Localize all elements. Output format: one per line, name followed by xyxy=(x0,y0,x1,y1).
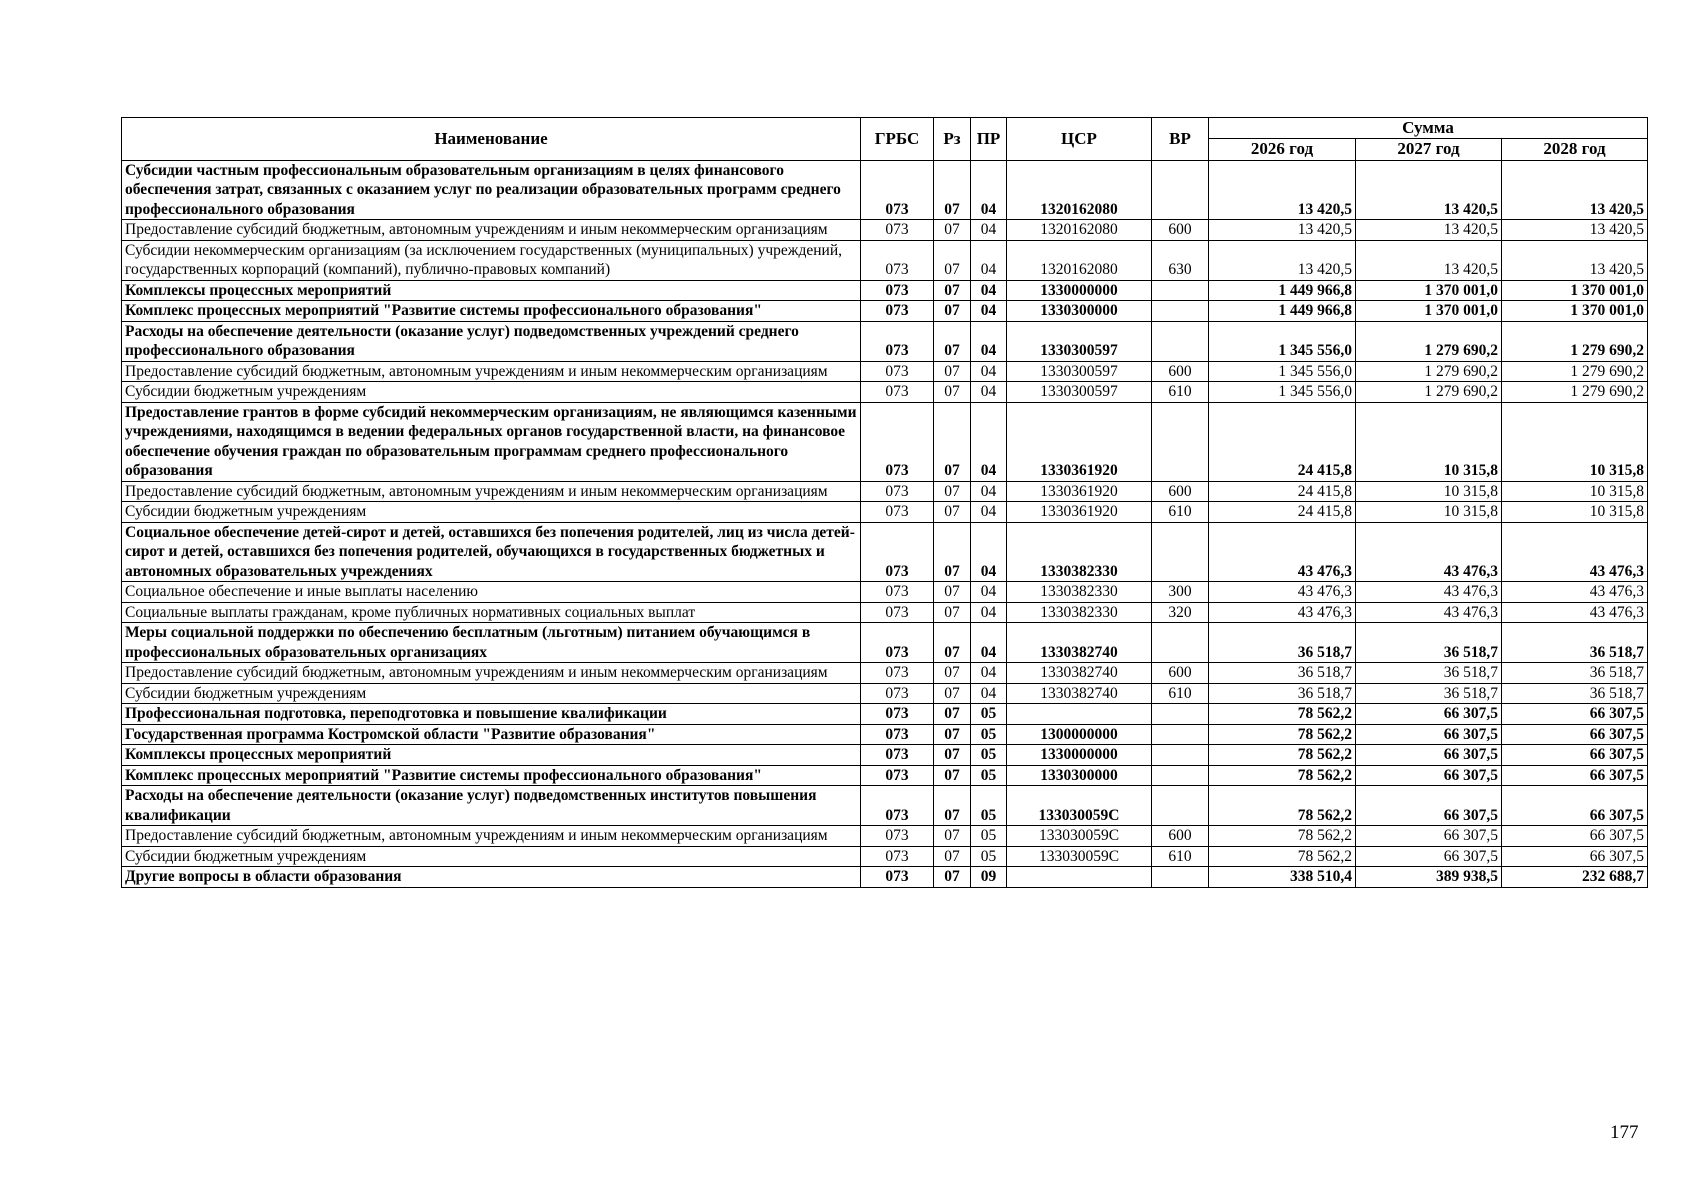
cell-grbs: 073 xyxy=(861,867,934,888)
cell-amount-2028: 232 688,7 xyxy=(1502,867,1648,888)
cell-grbs: 073 xyxy=(861,623,934,663)
cell-csr: 1320162080 xyxy=(1007,240,1152,280)
cell-name: Предоставление субсидий бюджетным, автономным учреждениям и иным некоммерческим организациям xyxy=(122,481,861,502)
cell-pr: 04 xyxy=(971,321,1007,361)
table-row xyxy=(122,663,1648,684)
cell-rz: 07 xyxy=(934,826,971,847)
table-row xyxy=(122,402,1648,481)
cell-vr xyxy=(1152,301,1209,322)
cell-amount-2027: 66 307,5 xyxy=(1356,765,1502,786)
cell-amount-2028: 10 315,8 xyxy=(1502,402,1648,481)
cell-amount-2027: 1 279 690,2 xyxy=(1356,382,1502,403)
cell-amount-2028: 36 518,7 xyxy=(1502,623,1648,663)
table-row xyxy=(122,724,1648,745)
header-sum: Сумма xyxy=(1209,118,1648,139)
header-year-2028: 2028 год xyxy=(1502,138,1648,160)
cell-amount-2028: 1 279 690,2 xyxy=(1502,321,1648,361)
cell-vr xyxy=(1152,623,1209,663)
cell-amount-2027: 13 420,5 xyxy=(1356,160,1502,220)
table-row xyxy=(122,280,1648,301)
cell-amount-2026: 78 562,2 xyxy=(1209,745,1356,766)
cell-vr xyxy=(1152,786,1209,826)
cell-name: Меры социальной поддержки по обеспечению бесплатным (льготным) питанием обучающимся в профессиональных образовательных организациях xyxy=(122,623,861,663)
cell-rz: 07 xyxy=(934,724,971,745)
cell-grbs: 073 xyxy=(861,724,934,745)
cell-vr: 300 xyxy=(1152,582,1209,603)
cell-pr: 04 xyxy=(971,481,1007,502)
cell-name: Предоставление субсидий бюджетным, автономным учреждениям и иным некоммерческим организациям xyxy=(122,826,861,847)
cell-pr: 04 xyxy=(971,382,1007,403)
cell-amount-2026: 43 476,3 xyxy=(1209,522,1356,582)
table-row xyxy=(122,623,1648,663)
cell-amount-2026: 24 415,8 xyxy=(1209,502,1356,523)
cell-amount-2028: 66 307,5 xyxy=(1502,786,1648,826)
cell-amount-2028: 43 476,3 xyxy=(1502,582,1648,603)
cell-vr xyxy=(1152,765,1209,786)
cell-vr: 320 xyxy=(1152,602,1209,623)
cell-name: Социальные выплаты гражданам, кроме публичных нормативных социальных выплат xyxy=(122,602,861,623)
cell-rz: 07 xyxy=(934,361,971,382)
cell-amount-2026: 78 562,2 xyxy=(1209,704,1356,725)
cell-amount-2028: 43 476,3 xyxy=(1502,522,1648,582)
cell-amount-2026: 36 518,7 xyxy=(1209,663,1356,684)
cell-name: Комплекс процессных мероприятий "Развитие системы профессионального образования" xyxy=(122,765,861,786)
table-body xyxy=(122,160,1648,887)
cell-amount-2026: 338 510,4 xyxy=(1209,867,1356,888)
cell-csr: 1330300000 xyxy=(1007,765,1152,786)
cell-grbs: 073 xyxy=(861,280,934,301)
cell-csr: 1330382740 xyxy=(1007,623,1152,663)
cell-amount-2028: 66 307,5 xyxy=(1502,724,1648,745)
cell-amount-2027: 36 518,7 xyxy=(1356,623,1502,663)
cell-vr xyxy=(1152,704,1209,725)
cell-amount-2026: 43 476,3 xyxy=(1209,582,1356,603)
cell-csr xyxy=(1007,867,1152,888)
cell-amount-2026: 1 345 556,0 xyxy=(1209,361,1356,382)
cell-pr: 05 xyxy=(971,765,1007,786)
header-year-2027: 2027 год xyxy=(1356,138,1502,160)
cell-amount-2028: 10 315,8 xyxy=(1502,502,1648,523)
cell-grbs: 073 xyxy=(861,502,934,523)
cell-csr: 133030059C xyxy=(1007,786,1152,826)
cell-csr: 1330000000 xyxy=(1007,280,1152,301)
cell-grbs: 073 xyxy=(861,361,934,382)
cell-csr: 1300000000 xyxy=(1007,724,1152,745)
cell-amount-2026: 78 562,2 xyxy=(1209,724,1356,745)
cell-rz: 07 xyxy=(934,745,971,766)
cell-rz: 07 xyxy=(934,402,971,481)
cell-name: Предоставление субсидий бюджетным, автономным учреждениям и иным некоммерческим организациям xyxy=(122,220,861,241)
cell-amount-2026: 24 415,8 xyxy=(1209,481,1356,502)
cell-csr: 133030059C xyxy=(1007,826,1152,847)
cell-amount-2027: 13 420,5 xyxy=(1356,240,1502,280)
cell-amount-2028: 36 518,7 xyxy=(1502,683,1648,704)
cell-grbs: 073 xyxy=(861,481,934,502)
cell-amount-2026: 1 345 556,0 xyxy=(1209,321,1356,361)
cell-amount-2027: 389 938,5 xyxy=(1356,867,1502,888)
cell-csr: 1330300597 xyxy=(1007,361,1152,382)
table-row xyxy=(122,765,1648,786)
cell-name: Расходы на обеспечение деятельности (оказание услуг) подведомственных учреждений среднего профессионального образования xyxy=(122,321,861,361)
cell-pr: 05 xyxy=(971,786,1007,826)
cell-csr: 1320162080 xyxy=(1007,220,1152,241)
cell-csr xyxy=(1007,704,1152,725)
cell-amount-2026: 1 449 966,8 xyxy=(1209,280,1356,301)
cell-rz: 07 xyxy=(934,240,971,280)
cell-name: Комплексы процессных мероприятий xyxy=(122,745,861,766)
cell-grbs: 073 xyxy=(861,765,934,786)
cell-pr: 05 xyxy=(971,704,1007,725)
cell-vr: 600 xyxy=(1152,220,1209,241)
cell-amount-2026: 36 518,7 xyxy=(1209,623,1356,663)
table-row xyxy=(122,240,1648,280)
cell-amount-2026: 13 420,5 xyxy=(1209,160,1356,220)
cell-csr: 1320162080 xyxy=(1007,160,1152,220)
cell-amount-2028: 66 307,5 xyxy=(1502,826,1648,847)
cell-grbs: 073 xyxy=(861,321,934,361)
cell-rz: 07 xyxy=(934,623,971,663)
cell-csr: 1330382330 xyxy=(1007,602,1152,623)
cell-rz: 07 xyxy=(934,846,971,867)
cell-csr: 1330361920 xyxy=(1007,481,1152,502)
cell-amount-2027: 1 279 690,2 xyxy=(1356,321,1502,361)
cell-amount-2028: 1 279 690,2 xyxy=(1502,361,1648,382)
cell-name: Расходы на обеспечение деятельности (оказание услуг) подведомственных институтов повышения квалификации xyxy=(122,786,861,826)
cell-rz: 07 xyxy=(934,220,971,241)
cell-amount-2027: 66 307,5 xyxy=(1356,704,1502,725)
cell-vr: 610 xyxy=(1152,846,1209,867)
cell-vr: 610 xyxy=(1152,502,1209,523)
cell-amount-2027: 36 518,7 xyxy=(1356,683,1502,704)
table-row xyxy=(122,502,1648,523)
cell-pr: 05 xyxy=(971,745,1007,766)
cell-name: Субсидии бюджетным учреждениям xyxy=(122,846,861,867)
cell-name: Комплекс процессных мероприятий "Развитие системы профессионального образования" xyxy=(122,301,861,322)
cell-vr xyxy=(1152,160,1209,220)
table-row xyxy=(122,522,1648,582)
header-year-2026: 2026 год xyxy=(1209,138,1356,160)
cell-rz: 07 xyxy=(934,704,971,725)
cell-grbs: 073 xyxy=(861,240,934,280)
cell-amount-2028: 36 518,7 xyxy=(1502,663,1648,684)
cell-name: Предоставление грантов в форме субсидий некоммерческим организациям, не являющимся казенными учреждениями, находящимся в ведении федеральных органов государственной власти, на финансовое обеспечение обучения граждан по образовательным программам среднего профессионального образования xyxy=(122,402,861,481)
cell-pr: 04 xyxy=(971,623,1007,663)
table-row xyxy=(122,160,1648,220)
cell-rz: 07 xyxy=(934,786,971,826)
cell-grbs: 073 xyxy=(861,663,934,684)
cell-amount-2027: 36 518,7 xyxy=(1356,663,1502,684)
table-row xyxy=(122,745,1648,766)
cell-csr: 1330382740 xyxy=(1007,683,1152,704)
cell-grbs: 073 xyxy=(861,582,934,603)
cell-name: Социальное обеспечение и иные выплаты населению xyxy=(122,582,861,603)
cell-pr: 09 xyxy=(971,867,1007,888)
cell-amount-2028: 1 370 001,0 xyxy=(1502,280,1648,301)
table-row xyxy=(122,602,1648,623)
cell-amount-2026: 13 420,5 xyxy=(1209,220,1356,241)
cell-amount-2027: 10 315,8 xyxy=(1356,402,1502,481)
cell-csr: 1330300597 xyxy=(1007,321,1152,361)
cell-csr: 1330300597 xyxy=(1007,382,1152,403)
table-row xyxy=(122,361,1648,382)
cell-rz: 07 xyxy=(934,765,971,786)
table-row xyxy=(122,582,1648,603)
cell-amount-2027: 1 370 001,0 xyxy=(1356,301,1502,322)
cell-vr xyxy=(1152,522,1209,582)
cell-grbs: 073 xyxy=(861,704,934,725)
table-row xyxy=(122,846,1648,867)
cell-amount-2027: 43 476,3 xyxy=(1356,582,1502,603)
table-row xyxy=(122,786,1648,826)
cell-amount-2027: 43 476,3 xyxy=(1356,602,1502,623)
cell-amount-2026: 36 518,7 xyxy=(1209,683,1356,704)
cell-amount-2027: 10 315,8 xyxy=(1356,502,1502,523)
cell-amount-2027: 66 307,5 xyxy=(1356,786,1502,826)
cell-rz: 07 xyxy=(934,280,971,301)
cell-amount-2026: 1 449 966,8 xyxy=(1209,301,1356,322)
cell-grbs: 073 xyxy=(861,402,934,481)
cell-csr: 1330382330 xyxy=(1007,582,1152,603)
cell-amount-2026: 78 562,2 xyxy=(1209,786,1356,826)
cell-name: Государственная программа Костромской области "Развитие образования" xyxy=(122,724,861,745)
cell-amount-2028: 13 420,5 xyxy=(1502,160,1648,220)
cell-rz: 07 xyxy=(934,683,971,704)
cell-amount-2028: 13 420,5 xyxy=(1502,220,1648,241)
cell-grbs: 073 xyxy=(861,826,934,847)
cell-csr: 1330000000 xyxy=(1007,745,1152,766)
cell-vr: 600 xyxy=(1152,663,1209,684)
cell-csr: 1330361920 xyxy=(1007,502,1152,523)
table-row xyxy=(122,704,1648,725)
cell-pr: 05 xyxy=(971,846,1007,867)
cell-amount-2027: 66 307,5 xyxy=(1356,846,1502,867)
cell-csr: 1330382330 xyxy=(1007,522,1152,582)
cell-rz: 07 xyxy=(934,160,971,220)
cell-amount-2027: 43 476,3 xyxy=(1356,522,1502,582)
cell-csr: 133030059C xyxy=(1007,846,1152,867)
cell-pr: 04 xyxy=(971,582,1007,603)
cell-grbs: 073 xyxy=(861,745,934,766)
cell-pr: 04 xyxy=(971,280,1007,301)
cell-amount-2027: 1 279 690,2 xyxy=(1356,361,1502,382)
cell-amount-2027: 10 315,8 xyxy=(1356,481,1502,502)
header-grbs: ГРБС xyxy=(861,118,934,161)
cell-pr: 04 xyxy=(971,361,1007,382)
cell-name: Профессиональная подготовка, переподготовка и повышение квалификации xyxy=(122,704,861,725)
cell-pr: 04 xyxy=(971,402,1007,481)
cell-amount-2028: 66 307,5 xyxy=(1502,704,1648,725)
cell-pr: 04 xyxy=(971,522,1007,582)
cell-pr: 04 xyxy=(971,240,1007,280)
cell-vr: 610 xyxy=(1152,382,1209,403)
cell-pr: 04 xyxy=(971,220,1007,241)
cell-amount-2028: 66 307,5 xyxy=(1502,745,1648,766)
cell-name: Субсидии бюджетным учреждениям xyxy=(122,683,861,704)
cell-amount-2028: 43 476,3 xyxy=(1502,602,1648,623)
cell-rz: 07 xyxy=(934,382,971,403)
cell-grbs: 073 xyxy=(861,220,934,241)
cell-name: Социальное обеспечение детей-сирот и детей, оставшихся без попечения родителей, лиц из числа детей-сирот и детей, оставшихся без попечения родителей, обучающихся в государственных бюджетных и автономных образовательных учреждениях xyxy=(122,522,861,582)
table-row xyxy=(122,683,1648,704)
cell-amount-2027: 13 420,5 xyxy=(1356,220,1502,241)
cell-rz: 07 xyxy=(934,301,971,322)
cell-csr: 1330382740 xyxy=(1007,663,1152,684)
cell-name: Субсидии некоммерческим организациям (за исключением государственных (муниципальных) учреждений, государственных корпораций (компаний), публично-правовых компаний) xyxy=(122,240,861,280)
header-csr: ЦСР xyxy=(1007,118,1152,161)
cell-amount-2028: 10 315,8 xyxy=(1502,481,1648,502)
cell-name: Другие вопросы в области образования xyxy=(122,867,861,888)
header-name: Наименование xyxy=(122,118,861,161)
cell-pr: 04 xyxy=(971,663,1007,684)
cell-grbs: 073 xyxy=(861,602,934,623)
table-row xyxy=(122,826,1648,847)
cell-pr: 04 xyxy=(971,683,1007,704)
table-header xyxy=(122,118,1648,161)
cell-name: Комплексы процессных мероприятий xyxy=(122,280,861,301)
cell-rz: 07 xyxy=(934,867,971,888)
cell-vr: 600 xyxy=(1152,481,1209,502)
cell-vr xyxy=(1152,724,1209,745)
cell-grbs: 073 xyxy=(861,846,934,867)
cell-grbs: 073 xyxy=(861,382,934,403)
cell-rz: 07 xyxy=(934,663,971,684)
cell-amount-2026: 78 562,2 xyxy=(1209,765,1356,786)
cell-rz: 07 xyxy=(934,502,971,523)
cell-grbs: 073 xyxy=(861,683,934,704)
cell-rz: 07 xyxy=(934,481,971,502)
cell-grbs: 073 xyxy=(861,522,934,582)
cell-vr xyxy=(1152,745,1209,766)
cell-name: Предоставление субсидий бюджетным, автономным учреждениям и иным некоммерческим организациям xyxy=(122,361,861,382)
cell-vr: 610 xyxy=(1152,683,1209,704)
cell-csr: 1330361920 xyxy=(1007,402,1152,481)
cell-amount-2028: 66 307,5 xyxy=(1502,846,1648,867)
cell-pr: 04 xyxy=(971,301,1007,322)
cell-amount-2028: 66 307,5 xyxy=(1502,765,1648,786)
header-vr: ВР xyxy=(1152,118,1209,161)
cell-name: Предоставление субсидий бюджетным, автономным учреждениям и иным некоммерческим организациям xyxy=(122,663,861,684)
cell-rz: 07 xyxy=(934,602,971,623)
cell-rz: 07 xyxy=(934,582,971,603)
cell-grbs: 073 xyxy=(861,160,934,220)
cell-amount-2028: 1 370 001,0 xyxy=(1502,301,1648,322)
cell-vr: 630 xyxy=(1152,240,1209,280)
cell-vr xyxy=(1152,280,1209,301)
cell-amount-2026: 78 562,2 xyxy=(1209,826,1356,847)
cell-vr xyxy=(1152,321,1209,361)
header-pr: ПР xyxy=(971,118,1007,161)
cell-csr: 1330300000 xyxy=(1007,301,1152,322)
page-number: 177 xyxy=(1610,1122,1639,1143)
cell-amount-2027: 1 370 001,0 xyxy=(1356,280,1502,301)
cell-amount-2026: 43 476,3 xyxy=(1209,602,1356,623)
cell-amount-2027: 66 307,5 xyxy=(1356,724,1502,745)
cell-grbs: 073 xyxy=(861,786,934,826)
cell-grbs: 073 xyxy=(861,301,934,322)
cell-rz: 07 xyxy=(934,522,971,582)
cell-vr: 600 xyxy=(1152,826,1209,847)
cell-amount-2028: 13 420,5 xyxy=(1502,240,1648,280)
cell-vr xyxy=(1152,402,1209,481)
cell-amount-2026: 1 345 556,0 xyxy=(1209,382,1356,403)
cell-rz: 07 xyxy=(934,321,971,361)
table-row xyxy=(122,220,1648,241)
cell-pr: 04 xyxy=(971,502,1007,523)
cell-name: Субсидии бюджетным учреждениям xyxy=(122,502,861,523)
cell-pr: 05 xyxy=(971,826,1007,847)
cell-amount-2027: 66 307,5 xyxy=(1356,745,1502,766)
cell-name: Субсидии частным профессиональным образовательным организациям в целях финансового обеспечения затрат, связанных с оказанием услуг по реализации образовательных программ среднего профессионального образования xyxy=(122,160,861,220)
cell-pr: 05 xyxy=(971,724,1007,745)
cell-amount-2028: 1 279 690,2 xyxy=(1502,382,1648,403)
table-row xyxy=(122,301,1648,322)
table-row xyxy=(122,321,1648,361)
cell-amount-2027: 66 307,5 xyxy=(1356,826,1502,847)
cell-name: Субсидии бюджетным учреждениям xyxy=(122,382,861,403)
budget-table xyxy=(121,117,1648,888)
cell-amount-2026: 13 420,5 xyxy=(1209,240,1356,280)
header-rz: Рз xyxy=(934,118,971,161)
table-row xyxy=(122,382,1648,403)
table-row xyxy=(122,481,1648,502)
cell-vr xyxy=(1152,867,1209,888)
cell-pr: 04 xyxy=(971,602,1007,623)
cell-vr: 600 xyxy=(1152,361,1209,382)
cell-amount-2026: 24 415,8 xyxy=(1209,402,1356,481)
cell-amount-2026: 78 562,2 xyxy=(1209,846,1356,867)
table-row xyxy=(122,867,1648,888)
cell-pr: 04 xyxy=(971,160,1007,220)
